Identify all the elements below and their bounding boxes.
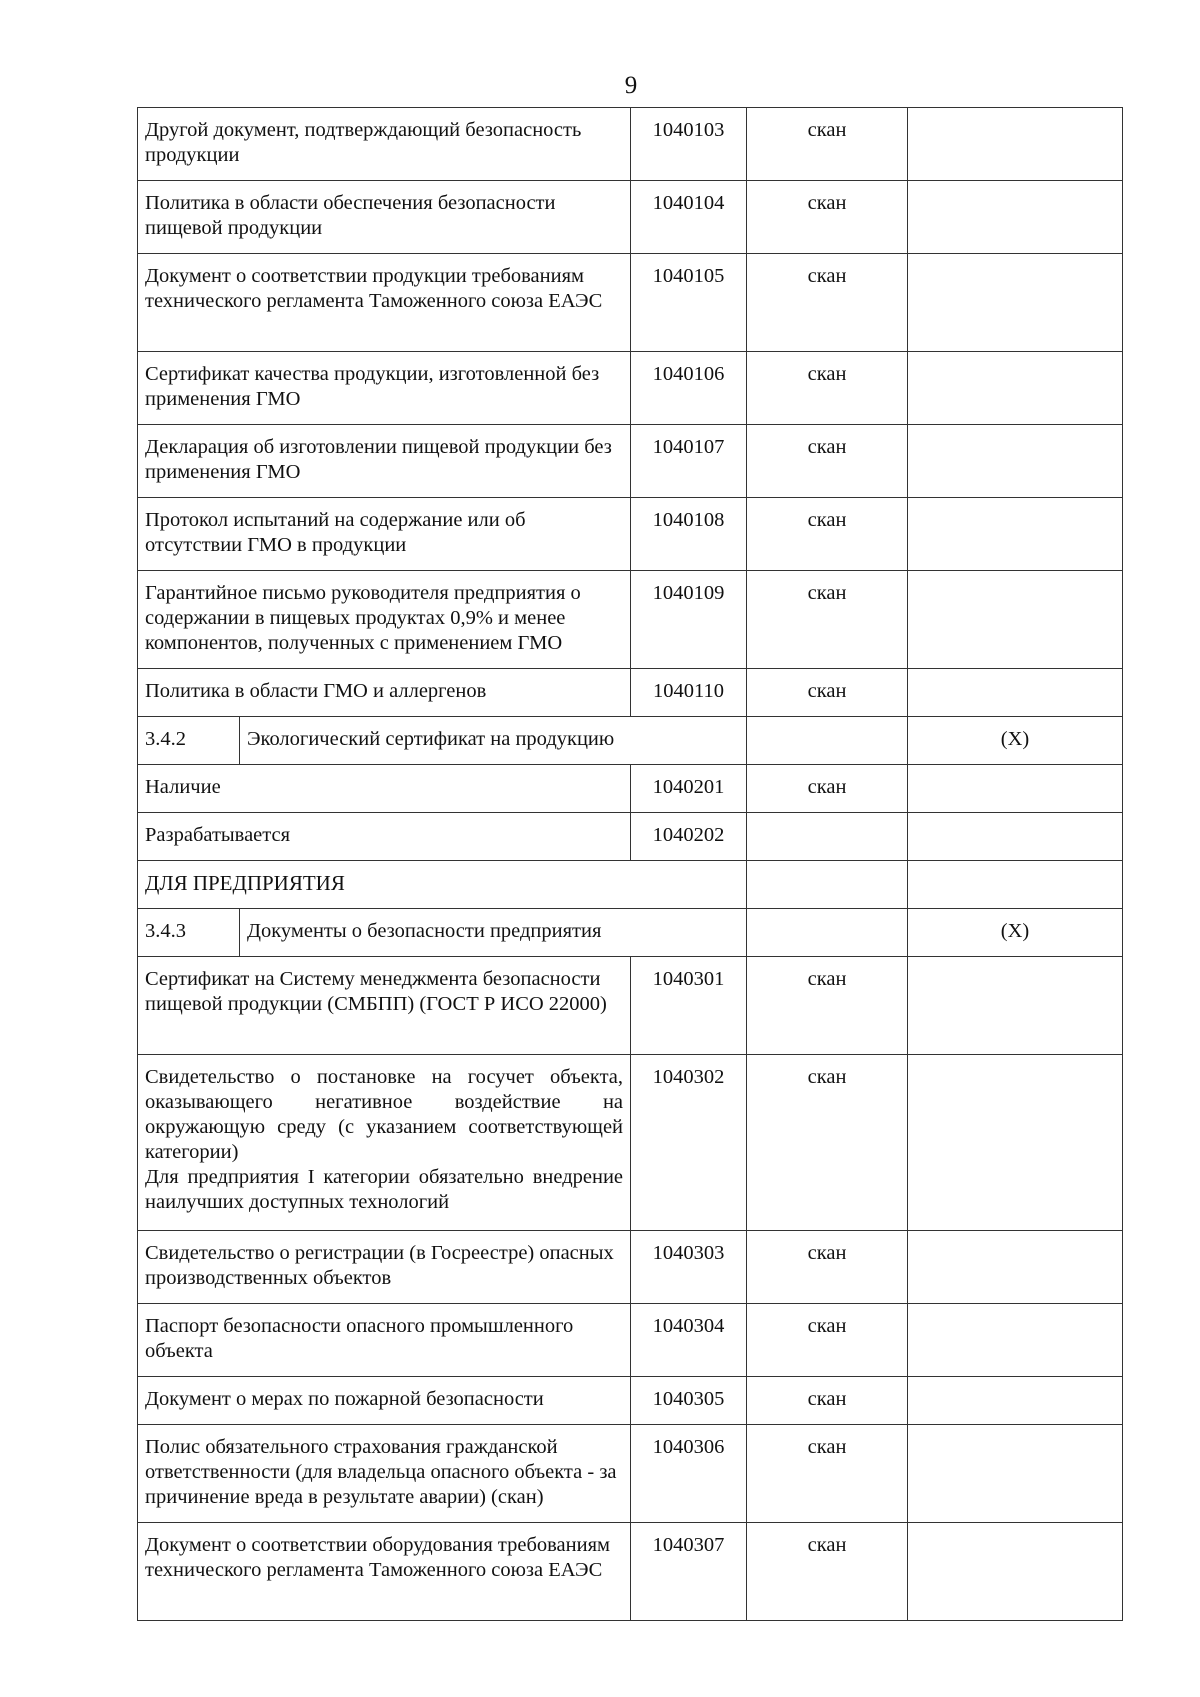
document-code: 1040104: [631, 181, 747, 254]
documents-table: [137, 107, 1123, 1621]
document-name-main: Свидетельство о постановке на госучет объекта, оказывающего негативное воздействие на окружающую среду (с указанием соответствующей категории): [145, 1066, 624, 1163]
document-mark: [908, 1231, 1123, 1304]
section-number: 3.4.2: [138, 717, 240, 765]
document-code: 1040201: [631, 765, 747, 813]
document-mark: [908, 425, 1123, 498]
document-code: 1040106: [631, 352, 747, 425]
document-format: скан: [747, 425, 908, 498]
document-mark: [908, 957, 1123, 1055]
document-name: Протокол испытаний на содержание или об отсутствии ГМО в продукции: [138, 498, 631, 571]
table-row: [138, 181, 1123, 254]
document-format: скан: [747, 1377, 908, 1425]
group-heading: ДЛЯ ПРЕДПРИЯТИЯ: [138, 861, 747, 909]
document-code: 1040108: [631, 498, 747, 571]
table-row: [138, 813, 1123, 861]
document-code: 1040107: [631, 425, 747, 498]
document-name: Документ о соответствии оборудования требованиям технического регламента Таможенного союза ЕАЭС: [138, 1523, 631, 1621]
document-name: Полис обязательного страхования гражданской ответственности (для владельца опасного объекта - за причинение вреда в результате аварии) (скан): [138, 1425, 631, 1523]
document-format: скан: [747, 571, 908, 669]
document-format: скан: [747, 669, 908, 717]
document-name: Свидетельство о регистрации (в Госреестре) опасных производственных объектов: [138, 1231, 631, 1304]
document-name-note: Для предприятия I категории обязательно внедрение наилучших доступных технологий: [145, 1166, 624, 1213]
document-name: Сертификат качества продукции, изготовленной без применения ГМО: [138, 352, 631, 425]
table-row: [138, 1425, 1123, 1523]
section-title: Документы о безопасности предприятия: [240, 909, 747, 957]
document-code: 1040301: [631, 957, 747, 1055]
section-title: Экологический сертификат на продукцию: [240, 717, 747, 765]
section-row: [138, 717, 1123, 765]
document-format: [747, 813, 908, 861]
document-code: 1040202: [631, 813, 747, 861]
table-row: [138, 254, 1123, 352]
document-code: 1040110: [631, 669, 747, 717]
group-heading-format: [747, 861, 908, 909]
document-name: Политика в области ГМО и аллергенов: [138, 669, 631, 717]
document-format: скан: [747, 1304, 908, 1377]
document-mark: [908, 813, 1123, 861]
document-mark: [908, 352, 1123, 425]
document-format: скан: [747, 352, 908, 425]
table-row: [138, 1231, 1123, 1304]
table-row: [138, 352, 1123, 425]
table-row: [138, 1377, 1123, 1425]
document-name: Другой документ, подтверждающий безопасность продукции: [138, 108, 631, 181]
document-code: 1040306: [631, 1425, 747, 1523]
document-format: скан: [747, 1055, 908, 1231]
section-format: [747, 909, 908, 957]
document-name: Документ о мерах по пожарной безопасности: [138, 1377, 631, 1425]
document-name: Сертификат на Систему менеджмента безопасности пищевой продукции (СМБПП) (ГОСТ Р ИСО 22000): [138, 957, 631, 1055]
document-code: 1040303: [631, 1231, 747, 1304]
document-code: 1040304: [631, 1304, 747, 1377]
table-row: [138, 1055, 1123, 1231]
table-row: [138, 108, 1123, 181]
document-mark: [908, 1377, 1123, 1425]
document-name: Декларация об изготовлении пищевой продукции без применения ГМО: [138, 425, 631, 498]
document-code: 1040305: [631, 1377, 747, 1425]
group-heading-row: [138, 861, 1123, 909]
document-format: скан: [747, 1425, 908, 1523]
document-code: 1040302: [631, 1055, 747, 1231]
document-mark: [908, 1304, 1123, 1377]
document-mark: [908, 181, 1123, 254]
document-code: 1040103: [631, 108, 747, 181]
document-mark: [908, 1425, 1123, 1523]
document-mark: [908, 669, 1123, 717]
document-code: 1040105: [631, 254, 747, 352]
document-mark: [908, 1055, 1123, 1231]
section-number: 3.4.3: [138, 909, 240, 957]
table-row: [138, 1304, 1123, 1377]
document-format: скан: [747, 1231, 908, 1304]
table-row: [138, 669, 1123, 717]
table-row: [138, 425, 1123, 498]
document-format: скан: [747, 498, 908, 571]
document-format: скан: [747, 108, 908, 181]
document-mark: [908, 571, 1123, 669]
page-number: 9: [624, 72, 638, 99]
document-mark: [908, 254, 1123, 352]
document-name: [138, 1055, 631, 1231]
table-row: [138, 571, 1123, 669]
document-name: Документ о соответствии продукции требованиям технического регламента Таможенного союза ЕАЭС: [138, 254, 631, 352]
section-mark: (Х): [908, 909, 1123, 957]
section-row: [138, 909, 1123, 957]
document-name: Гарантийное письмо руководителя предприятия о содержании в пищевых продуктах 0,9% и менее компонентов, полученных с применением ГМО: [138, 571, 631, 669]
document-mark: [908, 765, 1123, 813]
section-format: [747, 717, 908, 765]
document-mark: [908, 1523, 1123, 1621]
document-format: скан: [747, 957, 908, 1055]
document-name: Политика в области обеспечения безопасности пищевой продукции: [138, 181, 631, 254]
section-mark: (Х): [908, 717, 1123, 765]
document-name: Наличие: [138, 765, 631, 813]
document-mark: [908, 498, 1123, 571]
table-row: [138, 765, 1123, 813]
table-row: [138, 1523, 1123, 1621]
document-name: Разрабатывается: [138, 813, 631, 861]
document-format: скан: [747, 181, 908, 254]
table-row: [138, 498, 1123, 571]
document-mark: [908, 108, 1123, 181]
document-name: Паспорт безопасности опасного промышленного объекта: [138, 1304, 631, 1377]
document-code: 1040307: [631, 1523, 747, 1621]
document-format: скан: [747, 765, 908, 813]
document-format: скан: [747, 254, 908, 352]
table-row: [138, 957, 1123, 1055]
document-code: 1040109: [631, 571, 747, 669]
document-format: скан: [747, 1523, 908, 1621]
group-heading-mark: [908, 861, 1123, 909]
